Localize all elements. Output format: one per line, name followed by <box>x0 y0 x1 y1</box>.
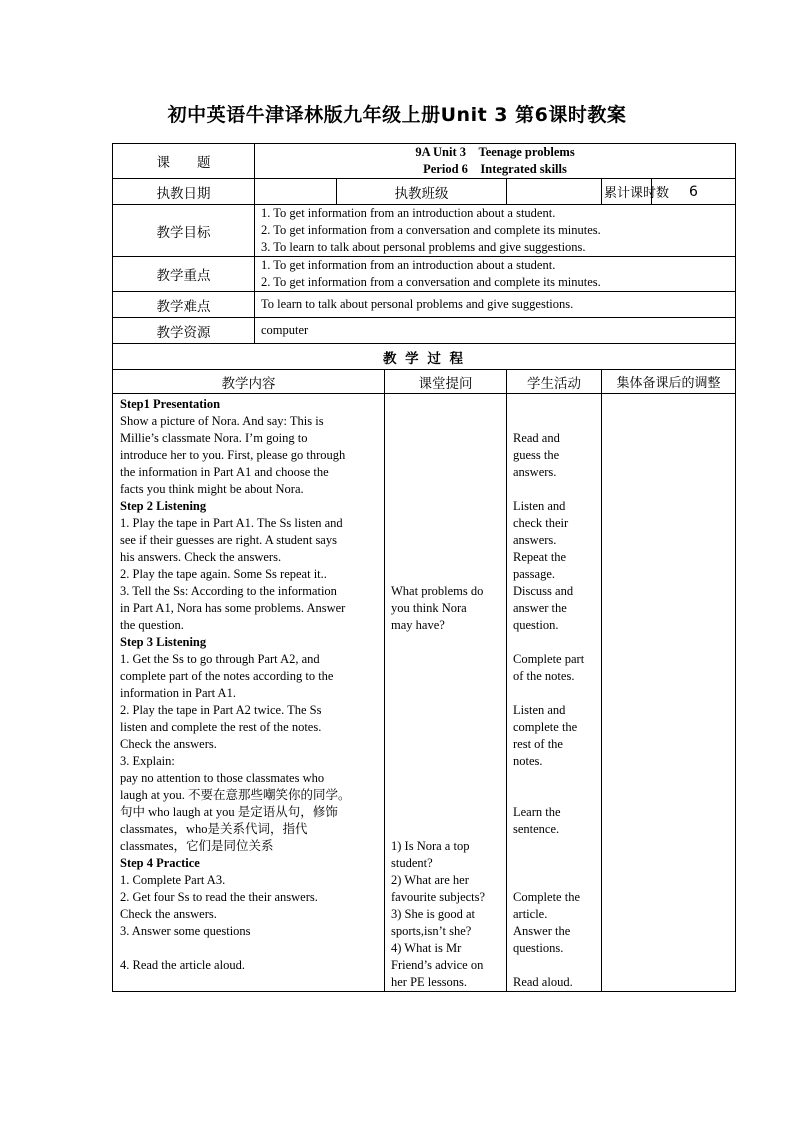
step2-line: 2. Play the tape again. Some Ss repeat it.. <box>120 567 327 581</box>
question-line: her PE lessons. <box>391 975 468 989</box>
activity-line: answers. <box>513 465 557 479</box>
topic-line-2: Period 6 Integrated skills <box>423 162 567 176</box>
step2-line: his answers. Check the answers. <box>120 550 282 564</box>
step4-title: Step 4 Practice <box>120 856 200 870</box>
hours-value: 6 <box>652 179 736 205</box>
activity-line: answers. <box>513 533 557 547</box>
process-title: 教 学 过 程 <box>113 344 736 370</box>
activity-line: complete the <box>513 720 578 734</box>
activity-line: question. <box>513 618 559 632</box>
step2-line: the question. <box>120 618 184 632</box>
objectives-value <box>255 205 736 257</box>
step2-line: in Part A1, Nora has some problems. Answer <box>120 601 346 615</box>
activity-line: of the notes. <box>513 669 575 683</box>
activity-line: article. <box>513 907 548 921</box>
objectives-label: 教学目标 <box>113 205 255 257</box>
activity-line: Answer the <box>513 924 571 938</box>
difficulties-value: To learn to talk about personal problems and give suggestions. <box>255 292 736 318</box>
resources-value: computer <box>255 318 736 344</box>
step2-line: see if their guesses are right. A student says <box>120 533 337 547</box>
step4-line: 2. Get four Ss to read the their answers. <box>120 890 318 904</box>
step3-line: 句中 who laugh at you 是定语从句，修饰 <box>120 805 338 819</box>
step3-line: laugh at you. 不要在意那些嘲笑你的同学。 <box>120 788 351 802</box>
question-line: favourite subjects? <box>391 890 486 904</box>
step3-line: 3. Explain: <box>120 754 175 768</box>
lesson-plan-table <box>112 143 736 992</box>
step4-line: 3. Answer some questions <box>120 924 251 938</box>
key-points-label: 教学重点 <box>113 257 255 292</box>
step3-line: 1. Get the Ss to go through Part A2, and <box>120 652 320 666</box>
step3-line: Check the answers. <box>120 737 217 751</box>
step3-line: pay no attention to those classmates who <box>120 771 325 785</box>
question-line: may have? <box>391 618 445 632</box>
activity-line: Complete the <box>513 890 580 904</box>
spacer <box>120 940 382 957</box>
question-line: 4) What is Mr <box>391 941 462 955</box>
activity-line: guess the <box>513 448 560 462</box>
document-title: 初中英语牛津译林版九年级上册Unit 3 第6课时教案 <box>167 104 627 126</box>
activity-line: check their <box>513 516 569 530</box>
step1-line: introduce her to you. First, please go through <box>120 448 346 462</box>
topic-line-1: 9A Unit 3 Teenage problems <box>415 145 575 159</box>
resources-label: 教学资源 <box>113 318 255 344</box>
date-value <box>255 179 337 205</box>
step4-line: Check the answers. <box>120 907 217 921</box>
step1-line: facts you think might be about Nora. <box>120 482 304 496</box>
topic-value <box>255 144 736 179</box>
activity-line: notes. <box>513 754 543 768</box>
question-line: student? <box>391 856 433 870</box>
topic-label: 课 题 <box>113 144 255 179</box>
question-line: 3) She is good at <box>391 907 476 921</box>
process-title-row <box>113 344 736 370</box>
question-line: sports,isn’t she? <box>391 924 472 938</box>
key-point-item: 1. To get information from an introduction about a student. <box>261 258 556 272</box>
resources-row <box>113 318 736 344</box>
objective-item: 1. To get information from an introduction about a student. <box>261 206 556 220</box>
date-row <box>113 179 736 205</box>
activity-line: answer the <box>513 601 567 615</box>
student-activities <box>507 394 602 992</box>
adjustments-cell <box>602 394 736 992</box>
question-line: Friend’s advice on <box>391 958 484 972</box>
difficulties-row <box>113 292 736 318</box>
question-line: 2) What are her <box>391 873 469 887</box>
column-header-row <box>113 370 736 394</box>
hours-label: 累计课时数 <box>602 179 652 205</box>
activity-line: Read and <box>513 431 560 445</box>
topic-row <box>113 144 736 179</box>
question-line: What problems do <box>391 584 484 598</box>
step2-line: 1. Play the tape in Part A1. The Ss listen and <box>120 516 343 530</box>
activity-line: Discuss and <box>513 584 574 598</box>
key-points-value <box>255 257 736 292</box>
key-points-row <box>113 257 736 292</box>
step2-line: 3. Tell the Ss: According to the information <box>120 584 337 598</box>
step3-line: classmates，它们是同位关系 <box>120 839 274 853</box>
step4-line: 1. Complete Part A3. <box>120 873 226 887</box>
activity-line: Learn the <box>513 805 561 819</box>
activity-line: Complete part <box>513 652 585 666</box>
step3-line: listen and complete the rest of the notes. <box>120 720 322 734</box>
date-label: 执教日期 <box>113 179 255 205</box>
class-value <box>507 179 602 205</box>
col-header-adjustments: 集体备课后的调整 <box>602 370 736 394</box>
difficulties-label: 教学难点 <box>113 292 255 318</box>
step3-line: classmates，who是关系代词，指代 <box>120 822 308 836</box>
question-line: 1) Is Nora a top <box>391 839 470 853</box>
process-body-row <box>113 394 736 992</box>
col-header-content: 教学内容 <box>113 370 385 394</box>
activity-line: Read aloud. <box>513 975 573 989</box>
step3-line: 2. Play the tape in Part A2 twice. The Ss <box>120 703 322 717</box>
step3-line: information in Part A1. <box>120 686 236 700</box>
step4-line: 4. Read the article aloud. <box>120 958 245 972</box>
activity-line: passage. <box>513 567 555 581</box>
activity-line: Repeat the <box>513 550 567 564</box>
objective-item: 3. To learn to talk about personal problems and give suggestions. <box>261 240 586 254</box>
col-header-questions: 课堂提问 <box>385 370 507 394</box>
step1-title: Step1 Presentation <box>120 397 221 411</box>
step1-line: the information in Part A1 and choose the <box>120 465 329 479</box>
key-point-item: 2. To get information from a conversation and complete its minutes. <box>261 275 601 289</box>
class-label: 执教班级 <box>337 179 507 205</box>
step2-title: Step 2 Listening <box>120 499 207 513</box>
teaching-content <box>113 394 385 992</box>
question-line: you think Nora <box>391 601 467 615</box>
step1-line: Millie’s classmate Nora. I’m going to <box>120 431 308 445</box>
activity-line: questions. <box>513 941 564 955</box>
col-header-activities: 学生活动 <box>507 370 602 394</box>
objectives-row <box>113 205 736 257</box>
activity-line: rest of the <box>513 737 563 751</box>
activity-line: Listen and <box>513 703 566 717</box>
step3-title: Step 3 Listening <box>120 635 207 649</box>
activity-line: Listen and <box>513 499 566 513</box>
step1-line: Show a picture of Nora. And say: This is <box>120 414 324 428</box>
objective-item: 2. To get information from a conversation and complete its minutes. <box>261 223 601 237</box>
step3-line: complete part of the notes according to the <box>120 669 334 683</box>
classroom-questions <box>385 394 507 992</box>
activity-line: sentence. <box>513 822 560 836</box>
